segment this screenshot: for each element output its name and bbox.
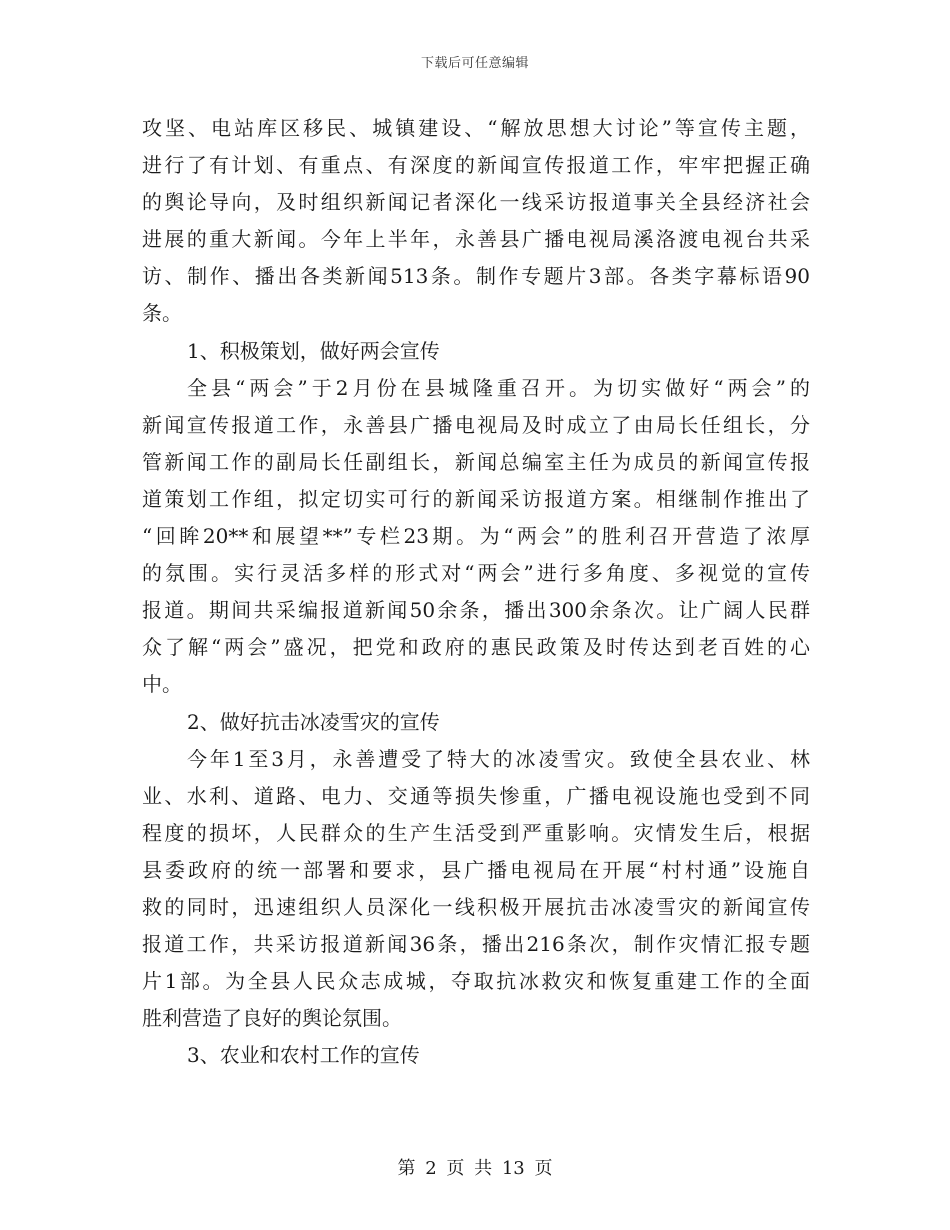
paragraph-line: 程度的损坏，人民群众的生产生活受到严重影响。灾情发生后，根据: [142, 820, 810, 845]
section-heading: 1、积极策划，做好两会宣传: [187, 338, 440, 363]
paragraph-line: 访、制作、播出各类新闻513条。制作专题片3部。各类字幕标语90: [142, 264, 810, 289]
section-heading: 2、做好抗击冰凌雪灾的宣传: [187, 709, 440, 734]
page-number: 第 2 页 共 13 页: [397, 1158, 553, 1179]
paragraph-line: 中。: [142, 672, 182, 697]
section-heading: 3、农业和农村工作的宣传: [187, 1043, 420, 1068]
paragraph-line: 众了解“两会”盛况，把党和政府的惠民政策及时传达到老百姓的心: [142, 635, 810, 660]
paragraph-line: 县委政府的统一部署和要求，县广播电视局在开展“村村通”设施自: [142, 857, 810, 882]
paragraph-line: 攻坚、电站库区移民、城镇建设、“解放思想大讨论”等宣传主题，: [142, 116, 810, 140]
paragraph-line: 新闻宣传报道工作，永善县广播电视局及时成立了由局长任组长，分: [142, 412, 810, 437]
paragraph-line: 报道。期间共采编报道新闻50余条，播出300余条次。让广阔人民群: [142, 598, 810, 623]
page-header-note: 下载后可任意编辑: [420, 56, 529, 71]
paragraph-line: 胜利营造了良好的舆论氛围。: [142, 1006, 402, 1031]
paragraph-line: 进行了有计划、有重点、有深度的新闻宣传报道工作，牢牢把握正确: [142, 153, 810, 178]
paragraph-line: 业、水利、道路、电力、交通等损失惨重，广播电视设施也受到不同: [142, 783, 810, 808]
paragraph-line: 道策划工作组，拟定切实可行的新闻采访报道方案。相继制作推出了: [142, 486, 810, 511]
paragraph-line: 的氛围。实行灵活多样的形式对“两会”进行多角度、多视觉的宣传: [142, 561, 810, 586]
paragraph-line: 片1部。为全县人民众志成城，夺取抗冰救灾和恢复重建工作的全面: [142, 969, 810, 994]
paragraph-line: 今年1至3月，永善遭受了特大的冰凌雪灾。致使全县农业、林: [187, 746, 810, 771]
paragraph-line: 进展的重大新闻。今年上半年，永善县广播电视局溪洛渡电视台共采: [142, 227, 810, 252]
paragraph-line: 全县“两会”于2月份在县城隆重召开。为切实做好“两会”的: [187, 375, 810, 400]
paragraph-line: “回眸20**和展望**”专栏23期。为“两会”的胜利召开营造了浓厚: [142, 524, 810, 549]
paragraph-line: 的舆论导向，及时组织新闻记者深化一线采访报道事关全县经济社会: [142, 190, 810, 215]
paragraph-line: 救的同时，迅速组织人员深化一线积极开展抗击冰凌雪灾的新闻宣传: [142, 894, 810, 919]
document-body: [142, 110, 810, 1074]
paragraph-line: 条。: [142, 301, 182, 326]
paragraph-line: 管新闻工作的副局长任副组长，新闻总编室主任为成员的新闻宣传报: [142, 449, 810, 474]
paragraph-line: 报道工作，共采访报道新闻36条，播出216条次，制作灾情汇报专题: [142, 932, 810, 957]
